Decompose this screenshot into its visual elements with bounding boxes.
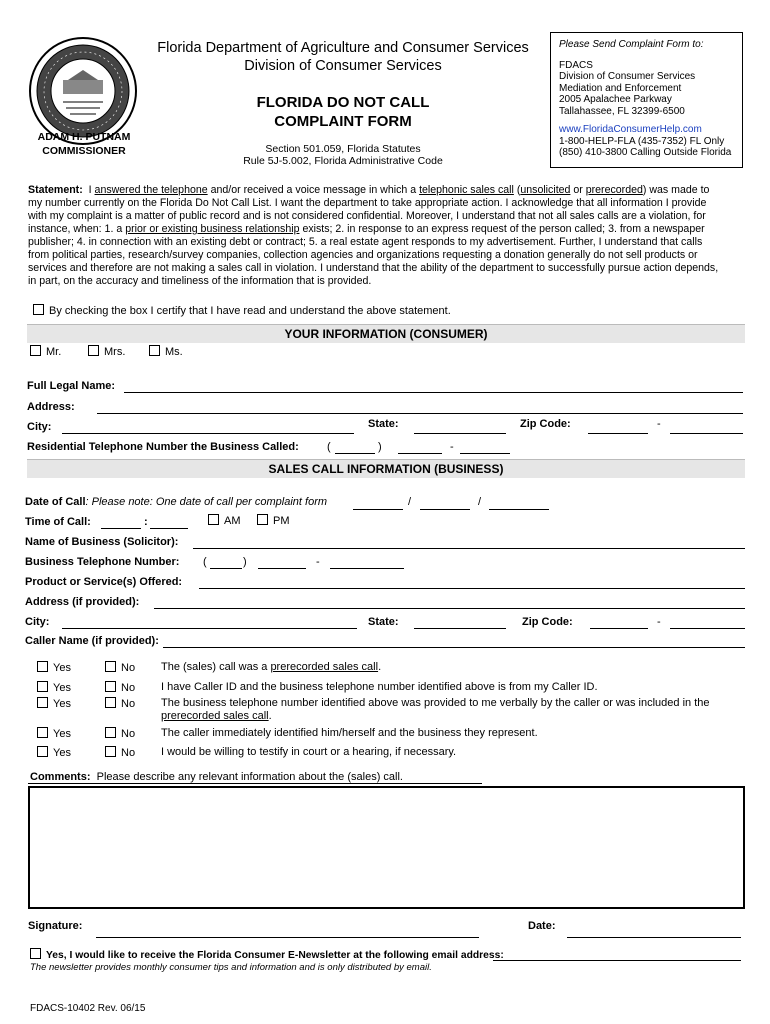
business-name-label: Name of Business (Solicitor): xyxy=(25,536,179,548)
certify-row xyxy=(33,304,451,317)
business-phone-label: Business Telephone Number: xyxy=(25,556,180,568)
mr-checkbox[interactable] xyxy=(30,345,41,356)
time-colon: : xyxy=(144,516,148,528)
business-state-label: State: xyxy=(368,616,399,628)
question-3-yes-checkbox[interactable] xyxy=(37,697,48,708)
business-address-label: Address (if provided): xyxy=(25,596,140,608)
state-seal xyxy=(28,36,138,146)
date-of-call-note: : Please note: One date of call per complaint form xyxy=(85,496,328,508)
question-4-yes-checkbox[interactable] xyxy=(37,727,48,738)
form-number: FDACS-10402 Rev. 06/15 xyxy=(30,1003,146,1014)
comments-instruction: Please describe any relevant information about the (sales) call. xyxy=(96,771,403,783)
comments-label: Comments: xyxy=(30,771,91,783)
business-phone-area-code-field[interactable] xyxy=(210,568,242,569)
send-to-city: Tallahassee, FL 32399-6500 xyxy=(559,105,685,117)
residential-phone-label: Residential Telephone Number the Business Called: xyxy=(27,441,299,453)
business-phone-paren-open: ( xyxy=(203,556,207,568)
business-phone-line-field[interactable] xyxy=(330,568,404,569)
form-title-line1: FLORIDA DO NOT CALL xyxy=(256,94,430,111)
question-1-no-checkbox[interactable] xyxy=(105,661,116,672)
certify-checkbox[interactable] xyxy=(33,304,44,315)
statement-label: Statement: xyxy=(28,184,83,196)
caller-name-field[interactable] xyxy=(163,647,745,648)
newsletter-email-field[interactable] xyxy=(493,960,741,961)
business-name-field[interactable] xyxy=(193,548,745,549)
date-year-field[interactable] xyxy=(489,509,549,510)
time-of-call-label: Time of Call: xyxy=(25,516,91,528)
website-link[interactable]: www.FloridaConsumerHelp.com xyxy=(559,124,702,135)
address-field[interactable] xyxy=(97,413,743,414)
title-ms: Ms. xyxy=(149,345,183,358)
question-2-no-checkbox[interactable] xyxy=(105,681,116,692)
comments-heading xyxy=(30,771,403,783)
send-to-agency: FDACS xyxy=(559,59,593,71)
question-5-no-checkbox[interactable] xyxy=(105,746,116,757)
time-hour-field[interactable] xyxy=(101,528,141,529)
question-4-no-checkbox[interactable] xyxy=(105,727,116,738)
signature-label: Signature: xyxy=(28,920,83,932)
business-city-label: City: xyxy=(25,616,50,628)
send-to-box xyxy=(550,32,743,168)
seal-icon xyxy=(28,36,138,146)
product-field[interactable] xyxy=(199,588,745,589)
full-name-label: Full Legal Name: xyxy=(27,380,116,392)
send-to-heading: Please Send Complaint Form to: xyxy=(559,39,704,50)
question-3-text: The business telephone number identified above was provided to me verbally by the caller or was included in the xyxy=(161,697,710,709)
zip-extension-field[interactable] xyxy=(670,433,743,434)
comments-divider xyxy=(28,783,482,784)
business-address-field[interactable] xyxy=(154,608,745,609)
pm-option: PM xyxy=(257,514,290,527)
business-zip-field[interactable] xyxy=(590,628,648,629)
signature-date-field[interactable] xyxy=(567,937,741,938)
business-section-heading: SALES CALL INFORMATION (BUSINESS) xyxy=(27,459,745,478)
phone-outside: (850) 410-3800 Calling Outside Florida xyxy=(559,147,732,158)
rule-reference: Rule 5J-5.002, Florida Administrative Code xyxy=(243,155,443,167)
form-title-line2: COMPLAINT FORM xyxy=(274,113,412,130)
send-to-unit: Mediation and Enforcement xyxy=(559,82,682,94)
business-zip-label: Zip Code: xyxy=(522,616,573,628)
res-phone-dash: - xyxy=(450,441,454,453)
business-zip-extension-field[interactable] xyxy=(670,628,745,629)
res-phone-area-code-field[interactable] xyxy=(335,453,375,454)
res-phone-paren-open: ( xyxy=(327,441,331,453)
zip-label: Zip Code: xyxy=(520,418,571,430)
res-phone-paren-close: ) xyxy=(378,441,382,453)
send-to-division: Division of Consumer Services xyxy=(559,71,696,82)
question-5-text: I would be willing to testify in court or a hearing, if necessary. xyxy=(161,746,457,758)
am-option: AM xyxy=(208,514,241,527)
title-mrs: Mrs. xyxy=(88,345,125,358)
res-phone-prefix-field[interactable] xyxy=(398,453,442,454)
signature-date-label: Date: xyxy=(528,920,556,932)
business-phone-paren-close: ) xyxy=(243,556,247,568)
commissioner-title: COMMISSIONER xyxy=(42,145,126,157)
product-label: Product or Service(s) Offered: xyxy=(25,576,183,588)
business-phone-prefix-field[interactable] xyxy=(258,568,306,569)
comments-textarea[interactable] xyxy=(28,786,745,909)
statute-reference: Section 501.059, Florida Statutes xyxy=(265,143,421,155)
send-to-street: 2005 Apalachee Parkway xyxy=(559,94,672,105)
business-phone-dash: - xyxy=(316,556,320,568)
time-minute-field[interactable] xyxy=(150,528,188,529)
date-day-field[interactable] xyxy=(420,509,470,510)
business-zip-dash: - xyxy=(657,616,661,628)
zip-field[interactable] xyxy=(588,433,648,434)
business-city-field[interactable] xyxy=(62,628,357,629)
zip-dash: - xyxy=(657,418,661,430)
newsletter-label: Yes, I would like to receive the Florida Consumer E-Newsletter at the following email address: xyxy=(46,950,504,961)
ms-checkbox[interactable] xyxy=(149,345,160,356)
state-field[interactable] xyxy=(414,433,506,434)
question-3-no-checkbox[interactable] xyxy=(105,697,116,708)
question-1-yes-checkbox[interactable] xyxy=(37,661,48,672)
res-phone-line-field[interactable] xyxy=(460,453,510,454)
question-4-text: The caller immediately identified him/herself and the business they represent. xyxy=(161,727,538,739)
question-5-yes-checkbox[interactable] xyxy=(37,746,48,757)
pm-checkbox[interactable] xyxy=(257,514,268,525)
state-label: State: xyxy=(368,418,399,430)
certify-label: By checking the box I certify that I have read and understand the above statement. xyxy=(49,305,451,317)
question-1-text: The (sales) call was a prerecorded sales call. xyxy=(161,661,382,673)
division-name: Division of Consumer Services xyxy=(244,58,442,74)
date-month-field[interactable] xyxy=(353,509,403,510)
city-label: City: xyxy=(27,421,52,433)
address-label: Address: xyxy=(27,401,75,413)
city-field[interactable] xyxy=(62,433,354,434)
commissioner-name: ADAM H. PUTNAM xyxy=(37,131,131,143)
newsletter-row xyxy=(30,948,504,961)
question-2-yes-checkbox[interactable] xyxy=(37,681,48,692)
am-checkbox[interactable] xyxy=(208,514,219,525)
caller-name-label: Caller Name (if provided): xyxy=(25,635,159,647)
question-3-text-cont: prerecorded sales call. xyxy=(161,710,272,722)
business-state-field[interactable] xyxy=(414,628,506,629)
newsletter-checkbox[interactable] xyxy=(30,948,41,959)
signature-field[interactable] xyxy=(96,937,479,938)
full-name-field[interactable] xyxy=(124,392,743,393)
consumer-section-heading: YOUR INFORMATION (CONSUMER) xyxy=(27,324,745,343)
mrs-checkbox[interactable] xyxy=(88,345,99,356)
phone-florida: 1-800-HELP-FLA (435-7352) FL Only xyxy=(559,135,725,147)
department-name: Florida Department of Agriculture and Consumer Services xyxy=(157,40,529,56)
date-slash-1: / xyxy=(408,496,412,508)
date-slash-2: / xyxy=(478,496,482,508)
date-of-call-label: Date of Call xyxy=(25,496,86,508)
question-2-text: I have Caller ID and the business telephone number identified above is from my Caller ID. xyxy=(161,681,598,693)
newsletter-note: The newsletter provides monthly consumer tips and information and is only distributed by email. xyxy=(30,962,432,973)
statement-paragraph: Statement: I answered the telephone and/or received a voice message in which a telephonic sales call (unsolicited or prerecorded) was made to my number currently on the Florida Do Not Call List. I want the department to take appropriate action. I acknowledge that all information I provide with my complaint is a matter of public record and is not considered confidential. Moreover, I understand that not all sales calls are a violation, for instance, when: 1. a prior or existing business relationship exists; 2. in response to an express request of the person called; 3. from a newspaper publisher; 4. in connection with an existing debt or contract; 5. a real estate agent responds to my advertisement. Further, I understand that calls from political parties, research/survey companies, collection agencies and organizations requesting a donation generally do not sell products or services and therefore are not making a sales call in violation. I understand that the ability of the department to successfully pursue action depends, in part, on the accuracy and timeliness of the information that is provided. xyxy=(28,184,719,287)
title-mr: Mr. xyxy=(30,345,61,358)
date-of-call-row xyxy=(25,496,327,508)
